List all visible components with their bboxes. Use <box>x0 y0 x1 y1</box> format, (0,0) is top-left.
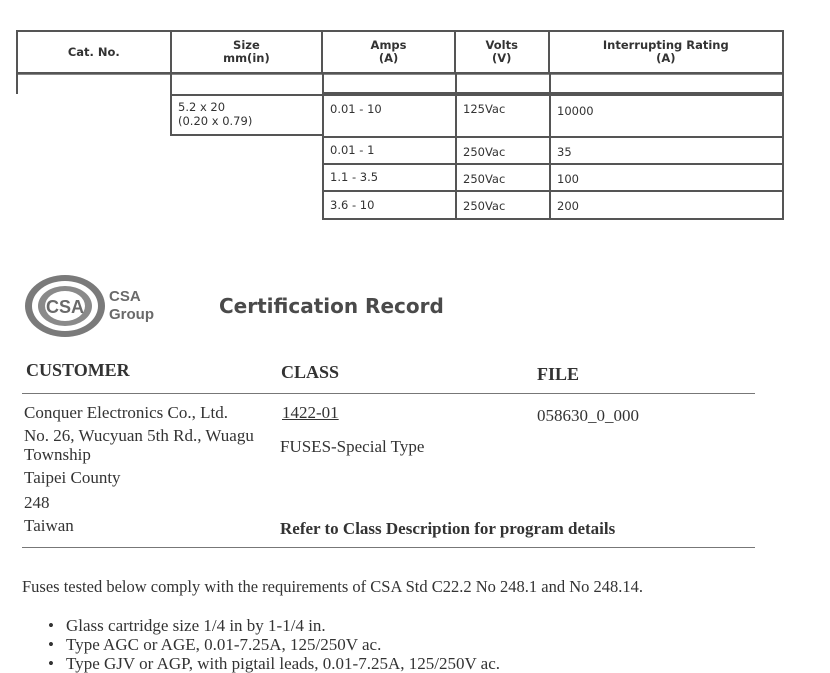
page-title: Certification Record <box>219 294 444 318</box>
table-divider <box>322 74 324 94</box>
volts-value: 250Vac <box>463 199 506 213</box>
customer-country: Taiwan <box>24 516 74 535</box>
table-cell <box>549 163 784 192</box>
rating-value: 10000 <box>557 104 594 118</box>
rating-value: 35 <box>557 145 572 159</box>
rating-value: 100 <box>557 172 579 186</box>
header-amps: Amps (A) <box>323 32 456 72</box>
section-divider <box>22 547 755 548</box>
rating-value: 200 <box>557 199 579 213</box>
volts-value: 125Vac <box>463 102 506 116</box>
compliance-statement: Fuses tested below comply with the requirements of CSA Std C22.2 No 248.1 and No 248.14. <box>22 577 643 596</box>
list-item: • Type AGC or AGE, 0.01-7.25A, 125/250V ac. <box>48 635 500 654</box>
csa-group-wordmark: CSA Group <box>109 288 154 323</box>
svg-text:CSA: CSA <box>45 297 85 317</box>
amps-value: 0.01 - 1 <box>330 143 375 157</box>
customer-postal: 248 <box>24 493 50 512</box>
table-divider <box>782 74 784 94</box>
table-divider <box>16 74 784 75</box>
header-divider <box>22 393 755 394</box>
header-cat-no: Cat. No. <box>18 32 172 72</box>
table-cell <box>455 94 551 138</box>
table-cell <box>549 190 784 220</box>
file-number: 058630_0_000 <box>537 406 639 425</box>
header-size: Size mm(in) <box>172 32 324 72</box>
table-cell <box>549 136 784 165</box>
product-list <box>48 616 500 673</box>
volts-value: 250Vac <box>463 145 506 159</box>
customer-heading: CUSTOMER <box>26 360 130 380</box>
customer-address: No. 26, Wucyuan 5th Rd., Wuagu <box>24 426 254 445</box>
amps-value: 0.01 - 10 <box>330 102 382 116</box>
header-interrupting-rating: Interrupting Rating (A) <box>602 38 729 65</box>
rating-table-header <box>16 30 784 74</box>
size-value: 5.2 x 20 (0.20 x 0.79) <box>178 100 253 128</box>
table-divider <box>170 74 172 94</box>
amps-value: 1.1 - 3.5 <box>330 170 379 184</box>
class-description: FUSES-Special Type <box>280 437 425 456</box>
customer-address: Township <box>24 445 91 464</box>
table-divider <box>455 74 457 94</box>
table-divider <box>16 74 18 94</box>
class-number-link[interactable]: 1422-01 <box>282 403 339 422</box>
table-divider <box>549 74 551 94</box>
customer-county: Taipei County <box>24 468 121 487</box>
refer-note: Refer to Class Description for program details <box>280 519 616 538</box>
class-heading: CLASS <box>281 362 340 382</box>
table-cell <box>322 94 457 138</box>
amps-value: 3.6 - 10 <box>330 198 375 212</box>
list-item: • Type GJV or AGP, with pigtail leads, 0.01-7.25A, 125/250V ac. <box>48 654 500 673</box>
file-heading: FILE <box>537 364 580 384</box>
volts-value: 250Vac <box>463 172 506 186</box>
customer-name: Conquer Electronics Co., Ltd. <box>24 403 228 422</box>
list-item: • Glass cartridge size 1/4 in by 1-1/4 in. <box>48 616 500 635</box>
header-volts: Volts (V) <box>456 32 550 72</box>
